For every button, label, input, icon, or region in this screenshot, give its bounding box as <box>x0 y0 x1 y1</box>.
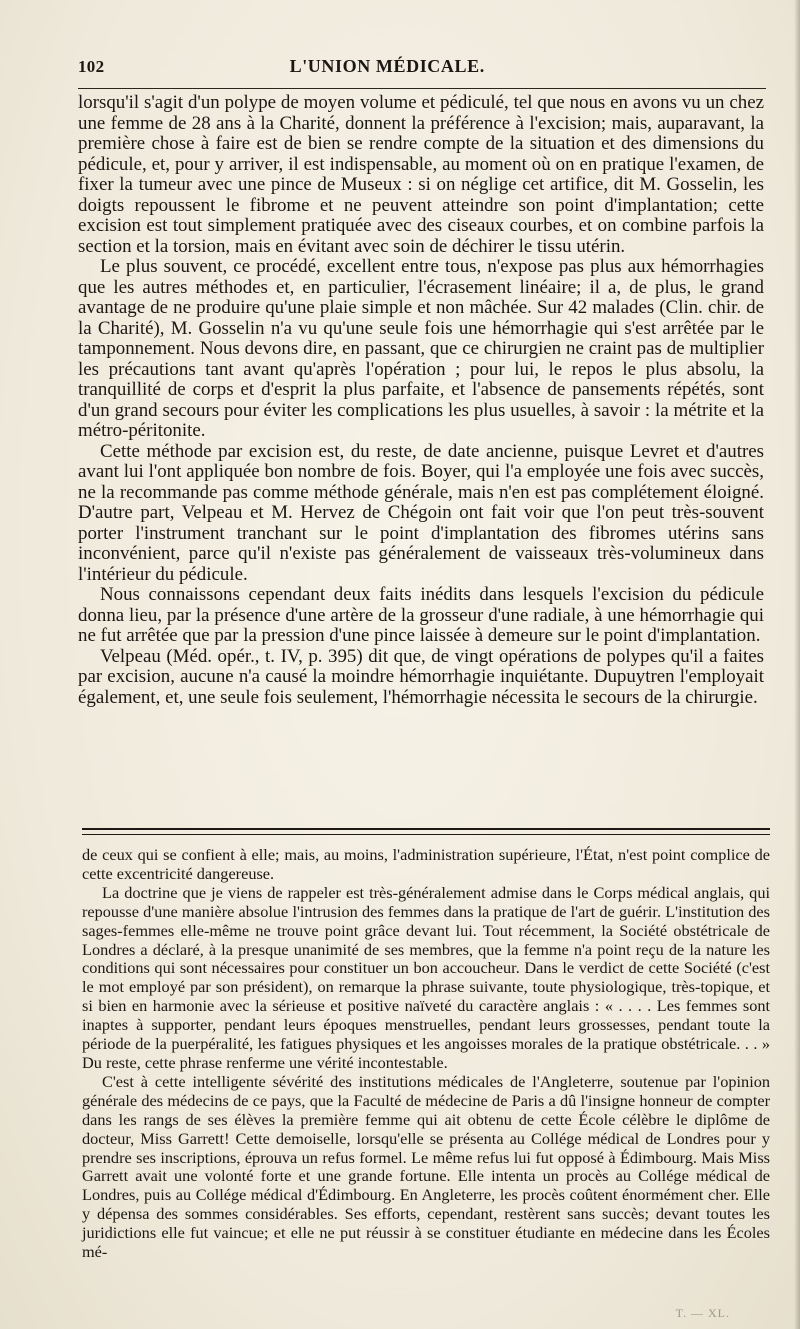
article-paragraph: Velpeau (Méd. opér., t. IV, p. 395) dit que, de vingt opérations de polypes qu'il a faites par excision, aucune n'a causé la moindre hémorrhagie inquiétante. Dupuytren l'employait également, et, une seule fois seulement, l'hémorrhagie nécessita le secours de la chirurgie. <box>78 645 764 708</box>
feuilleton-paragraph: de ceux qui se confient à elle; mais, au moins, l'administration supérieure, l'État, n'est point complice de cette excentricité dangereuse. <box>82 845 770 883</box>
article-paragraph: Cette méthode par excision est, du reste, de date ancienne, puisque Levret et d'autres avant lui l'ont appliquée bon nombre de fois. Boyer, qui l'a employée une fois avec succès, ne la recommande pas comme méthode générale, mais n'en est pas complétement éloigné. D'autre part, Velpeau et M. Hervez de Chégoin ont fait voir que l'on peut très-souvent porter l'instrument tranchant sur le point d'implantation des fibromes utérins sans inconvénient, parce qu'il n'existe pas généralement de vaisseaux très-volumineux dans l'intérieur du pédicule. <box>78 440 764 585</box>
article-paragraph: Nous connaissons cependant deux faits inédits dans lesquels l'excision du pédicule donna lieu, par la présence d'une artère de la grosseur d'une radiale, à une hémorrhagie qui ne fut arrêtée que par la pression d'une pince laissée à demeure sur le point d'implantation. <box>78 584 764 646</box>
running-head: L'UNION MÉDICALE. <box>289 56 485 76</box>
page-number: 102 <box>78 57 105 76</box>
page-header <box>78 56 760 84</box>
feuilleton-paragraph: C'est à cette intelligente sévérité des institutions médicales de l'Angleterre, soutenue par l'opinion générale des médecins de ce pays, que la Faculté de médecine de Paris a dû l'insigne honneur de compter dans les rangs de ses élèves la première femme qui ait obtenu de cette École célèbre le diplôme de docteur, Miss Garrett! Cette demoiselle, lorsqu'elle se présenta au Collége médical de Londres pour y prendre ses inscriptions, éprouva un refus formel. Le même refus lui fut opposé à Édimbourg. Mais Miss Garrett avait une volonté forte et une grande fortune. Elle intenta un procès au Collége médical de Londres, puis au Collége médical d'Édimbourg. En Angleterre, les procès coûtent énormément cher. Elle y dépensa des sommes considérables. Ses efforts, cependant, restèrent sans succès; devant toutes les juridictions elle fut vaincue; et elle ne put réussir à se constituer étudiante en médecine dans les Écoles mé- <box>82 1071 770 1262</box>
article-paragraph: Le plus souvent, ce procédé, excellent entre tous, n'expose pas plus aux hémorrhagies que les autres méthodes et, en particulier, l'écrasement linéaire; il a, de plus, le grand avantage de ne produire qu'une plaie simple et non mâchée. Sur 42 malades (Clin. chir. de la Charité), M. Gosselin n'a vu qu'une seule fois une hémorrhagie qui s'est arrêtée par le tamponnement. Nous devons dire, en passant, que ce chirurgien ne craint pas de multiplier les précautions tant avant qu'après l'opération ; pour lui, le repos le plus absolu, la tranquillité de corps et d'esprit la plus parfaite, et l'absence de pansements répétés, sont d'un grand secours pour éviter les complications les plus usuelles, à savoir : la métrite et la métro-péritonite. <box>78 256 764 441</box>
section-divider <box>82 828 770 835</box>
article-paragraph: lorsqu'il s'agit d'un polype de moyen volume et pédiculé, tel que nous en avons vu un chez une femme de 28 ans à la Charité, donnent la préférence à l'excision; mais, auparavant, la première chose à faire est de bien se rendre compte de la situation et des dimensions du pédicule, et, pour y arriver, il est indispensable, au moment où on en pratique l'examen, de fixer la tumeur avec une pince de Museux : si on néglige cet artifice, dit M. Gosselin, les doigts repoussent le fibrome et ne peuvent atteindre son point d'implantation; cette excision est tout simplement pratiquée avec des ciseaux courbes, et on combine parfois la section et la torsion, mais en évitant avec soin de déchirer le tissu utérin. <box>78 92 764 257</box>
header-rule <box>78 88 766 89</box>
main-article <box>78 93 764 708</box>
feuilleton-section <box>82 846 770 1262</box>
feuilleton-paragraph: La doctrine que je viens de rappeler est très-généralement admise dans le Corps médical anglais, qui repousse d'une manière absolue l'intrusion des femmes dans la pratique de l'art de guérir. L'institution des sages-femmes elle-même ne trouve point grâce devant lui. Tout récemment, la Société obstétricale de Londres a déclaré, à la presque unanimité de ses membres, que la femme n'a point reçu de la nature les conditions qui sont nécessaires pour constituer un bon accoucheur. Dans le verdict de cette Société (c'est le mot employé par son président), on remarque la phrase suivante, toute physiologique, très-topique, et si bien en harmonie avec la sérieuse et positive naïveté du caractère anglais : « . . . . Les femmes sont inaptes à supporter, pendant leurs époques menstruelles, pendant leurs grossesses, pendant toute la période de la puerpéralité, les fatigues physiques et les angoisses morales de la pratique obstétricale. . . » Du reste, cette phrase renferme une vérité incontestable. <box>82 882 770 1072</box>
page-edge <box>794 0 800 1329</box>
footer-mark: T. — XL. <box>675 1306 730 1320</box>
